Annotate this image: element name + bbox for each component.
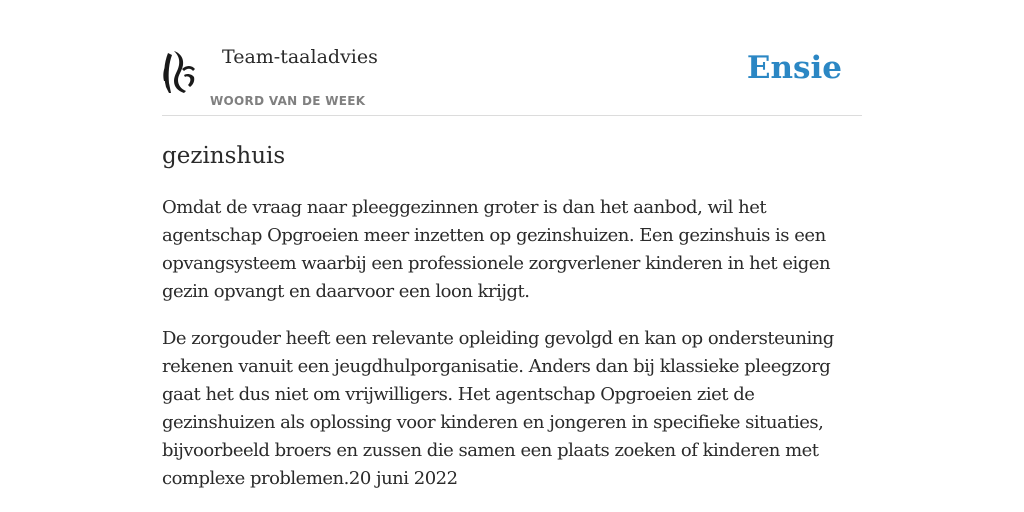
card-header — [162, 44, 862, 116]
article-paragraph: Omdat de vraag naar pleeggezinnen groter is dan het aanbod, wil het agentschap Opgroeien meer inzetten op gezinshuizen. Een gezinshuis is een opvangsysteem waarbij een professionele zorgverlener kinderen in het eigen gezin opvangt en daarvoor een loon krijgt. — [162, 197, 831, 302]
word-of-the-week-card — [162, 44, 862, 493]
article-date: 20 juni 2022 — [348, 468, 458, 489]
section-label: WOORD VAN DE WEEK — [210, 94, 366, 108]
article-paragraph — [162, 325, 862, 493]
article-title: gezinshuis — [162, 143, 286, 169]
article-body — [162, 194, 862, 493]
brand-logo[interactable]: Ensie — [746, 50, 842, 86]
flemish-lion-logo-icon — [162, 49, 198, 95]
author-name: Team-taaladvies — [222, 46, 378, 68]
article-paragraph-text: De zorgouder heeft een relevante opleiding gevolgd en kan op ondersteuning rekenen vanuit een jeugdhulporganisatie. Anders dan bij klassieke pleegzorg gaat het dus niet om vrijwilligers. Het agentschap Opgroeien ziet de gezinshuizen als oplossing voor kinderen en jongeren in specifieke situaties, bijvoorbeeld broers en zussen die samen een plaats zoeken of kinderen met complexe problemen. — [162, 328, 834, 489]
